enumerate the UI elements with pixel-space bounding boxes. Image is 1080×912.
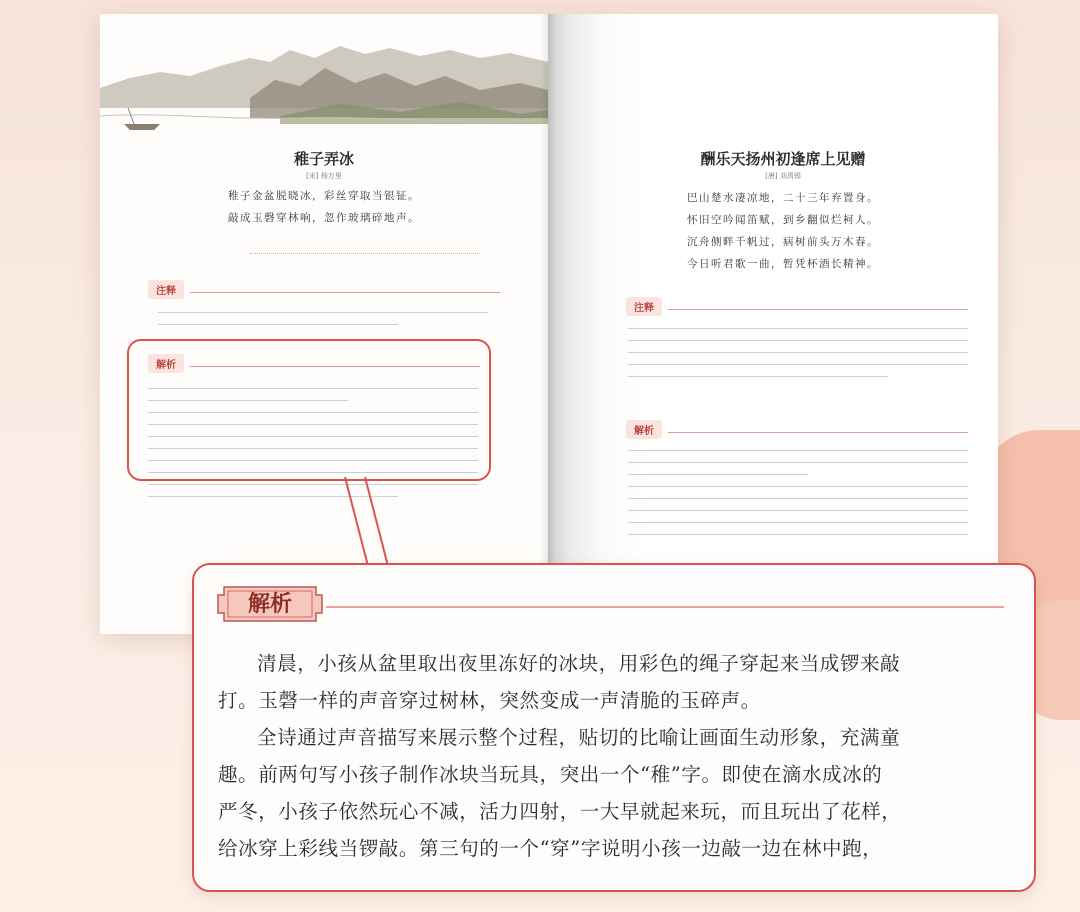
left-annotation-badge: 注释: [148, 280, 184, 299]
left-annotation-rule: [190, 292, 500, 293]
zoom-line-1: 清晨，小孩从盆里取出夜里冻好的冰块，用彩色的绳子穿起来当成锣来敲: [257, 652, 901, 675]
right-annotation-rule: [668, 309, 968, 310]
right-poem-line-2: 怀旧空吟闻笛赋，到乡翻似烂柯人。: [687, 214, 879, 226]
zoom-line-3: 全诗通过声音描写来展示整个过程，贴切的比喻让画面生动形象，充满童: [257, 726, 901, 749]
right-poem-title: 酬乐天扬州初逢席上见赠: [700, 150, 866, 168]
right-poem-line-4: 今日听君歌一曲，暂凭杯酒长精神。: [687, 258, 879, 270]
left-annotation-text: [158, 304, 488, 332]
landscape-illustration: [100, 28, 548, 138]
left-poem-title: 稚子弄冰: [293, 150, 354, 168]
right-poem-line-1: 巴山楚水凄凉地，二十三年弃置身。: [687, 192, 879, 204]
zoom-callout: [192, 563, 1036, 892]
right-poem-line-3: 沉舟侧畔千帆过，病树前头万木春。: [687, 236, 879, 248]
right-page: [548, 14, 998, 634]
zoom-body: [218, 645, 1018, 867]
right-analysis-text: [628, 442, 968, 542]
left-footnote-line: [250, 247, 480, 254]
right-annotation-text: [628, 320, 968, 384]
zoom-line-5: 严冬，小孩子依然玩心不减，活力四射，一大早就起来玩，而且玩出了花样，: [218, 800, 902, 823]
zoom-para-1: [218, 645, 1018, 719]
book-gutter: [540, 14, 556, 634]
zoom-line-2: 打。玉磬一样的声音穿过树林，突然变成一声清脆的玉碎声。: [218, 689, 761, 712]
right-poem-author: [唐] 刘禹锡: [765, 172, 801, 180]
open-book: [100, 14, 998, 634]
zoom-para-2: [218, 719, 1018, 867]
zoom-line-4: 趣。前两句写小孩子制作冰块当玩具，突出一个“稚”字。即使在滴水成冰的: [218, 763, 883, 786]
right-annotation-badge: 注释: [626, 297, 662, 316]
highlight-frame: [127, 339, 491, 481]
left-poem-author: [宋] 杨万里: [306, 172, 342, 180]
right-analysis-badge: 解析: [626, 420, 662, 439]
zoom-analysis-label: 解析: [247, 591, 292, 617]
zoom-rule: [326, 606, 1004, 608]
left-analysis-badge: 解析: [148, 354, 184, 373]
right-analysis-rule: [668, 432, 968, 433]
left-poem-line-2: 敲成玉磬穿林响，忽作玻璃碎地声。: [228, 212, 420, 224]
left-poem-line-1: 稚子金盆脱晓冰，彩丝穿取当银钲。: [228, 190, 420, 202]
left-page: [100, 14, 548, 634]
zoom-line-6: 给冰穿上彩线当锣敲。第三句的一个“穿”字说明小孩一边敲一边在林中跑，: [218, 837, 883, 860]
